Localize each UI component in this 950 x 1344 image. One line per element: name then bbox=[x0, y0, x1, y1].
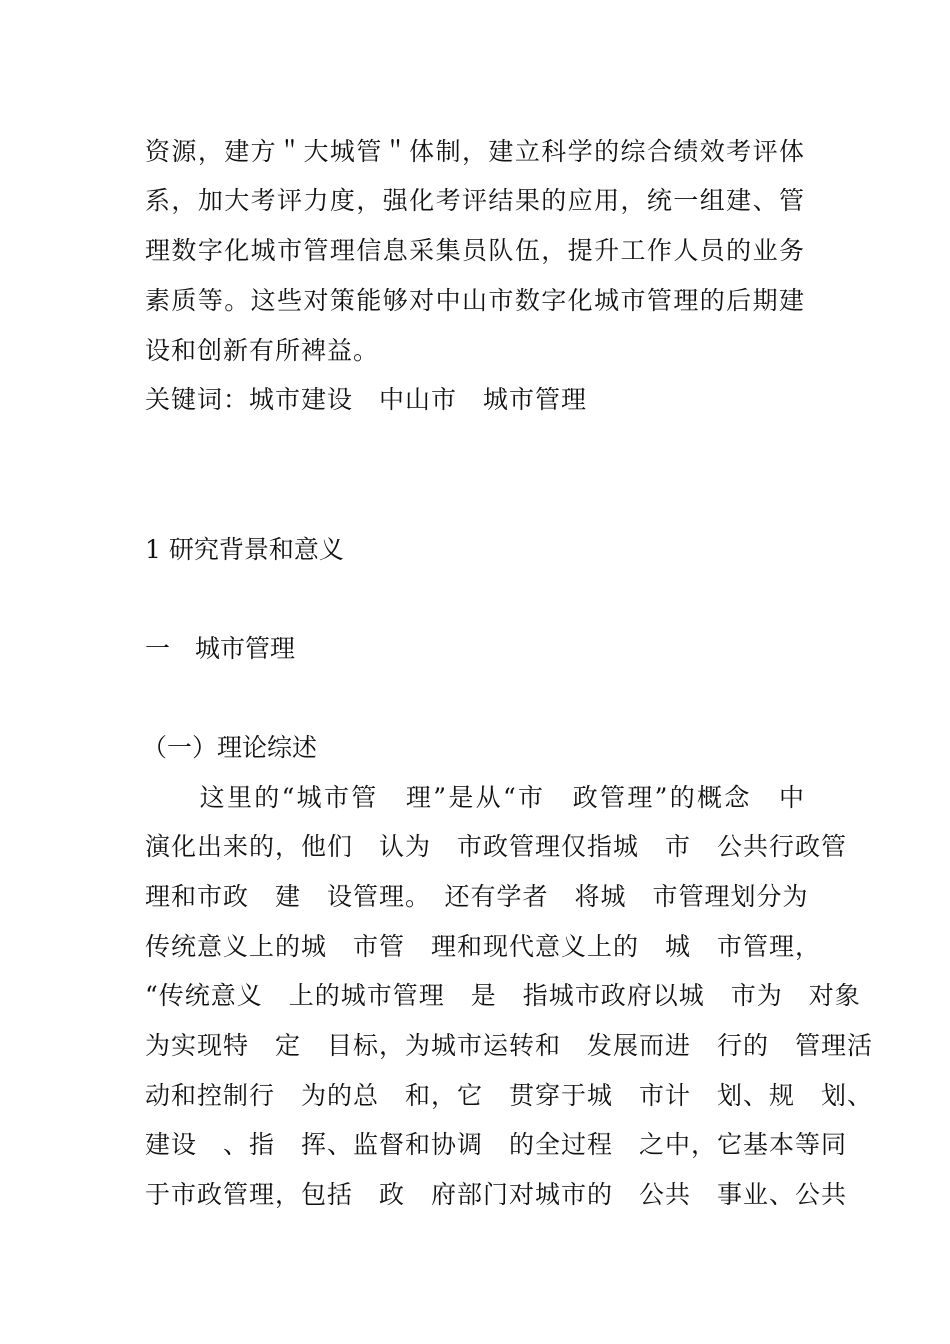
body-line-1: 这里的“城市管 理”是从“市 政管理”的概念 中 bbox=[145, 783, 805, 812]
body-line-3: 理和市政 建 设管理。 还有学者 将城 市管理划分为 bbox=[145, 882, 809, 911]
keywords-line: 关键词：城市建设 中山市 城市管理 bbox=[145, 385, 588, 414]
abstract-line-3: 理数字化城市管理信息采集员队伍，提升工作人员的业务 bbox=[145, 236, 805, 265]
subsubsection-title: （一）理论综述 bbox=[142, 733, 318, 762]
abstract-line-2: 系，加大考评力度，强化考评结果的应用，统一组建、管 bbox=[145, 186, 805, 215]
abstract-line-5: 设和创新有所裨益。 bbox=[145, 336, 380, 365]
abstract-line-1: 资源，建方＂大城管＂体制，建立科学的综合绩效考评体 bbox=[145, 137, 805, 166]
body-line-2: 演化出来的，他们 认为 市政管理仅指城 市 公共行政管 bbox=[145, 832, 848, 861]
body-line-5: “传统意义 上的城市管理 是 指城市政府以城 市为 对象 bbox=[145, 981, 861, 1010]
body-line-6: 为实现特 定 目标，为城市运转和 发展而进 行的 管理活 bbox=[145, 1031, 874, 1060]
section-title: 1 研究背景和意义 bbox=[145, 535, 344, 564]
body-line-7: 动和控制行 为的总 和，它 贯穿于城 市计 划、规 划、 bbox=[145, 1081, 874, 1110]
body-line-9: 于市政管理，包括 政 府部门对城市的 公共 事业、公共 bbox=[145, 1180, 848, 1209]
subsection-title: 一 城市管理 bbox=[145, 634, 296, 663]
body-line-8: 建设 、指 挥、监督和协调 的全过程 之中，它基本等同 bbox=[145, 1130, 848, 1159]
body-line-4: 传统意义上的城 市管 理和现代意义上的 城 市管理， bbox=[145, 932, 822, 961]
abstract-line-4: 素质等。这些对策能够对中山市数字化城市管理的后期建 bbox=[145, 286, 805, 315]
